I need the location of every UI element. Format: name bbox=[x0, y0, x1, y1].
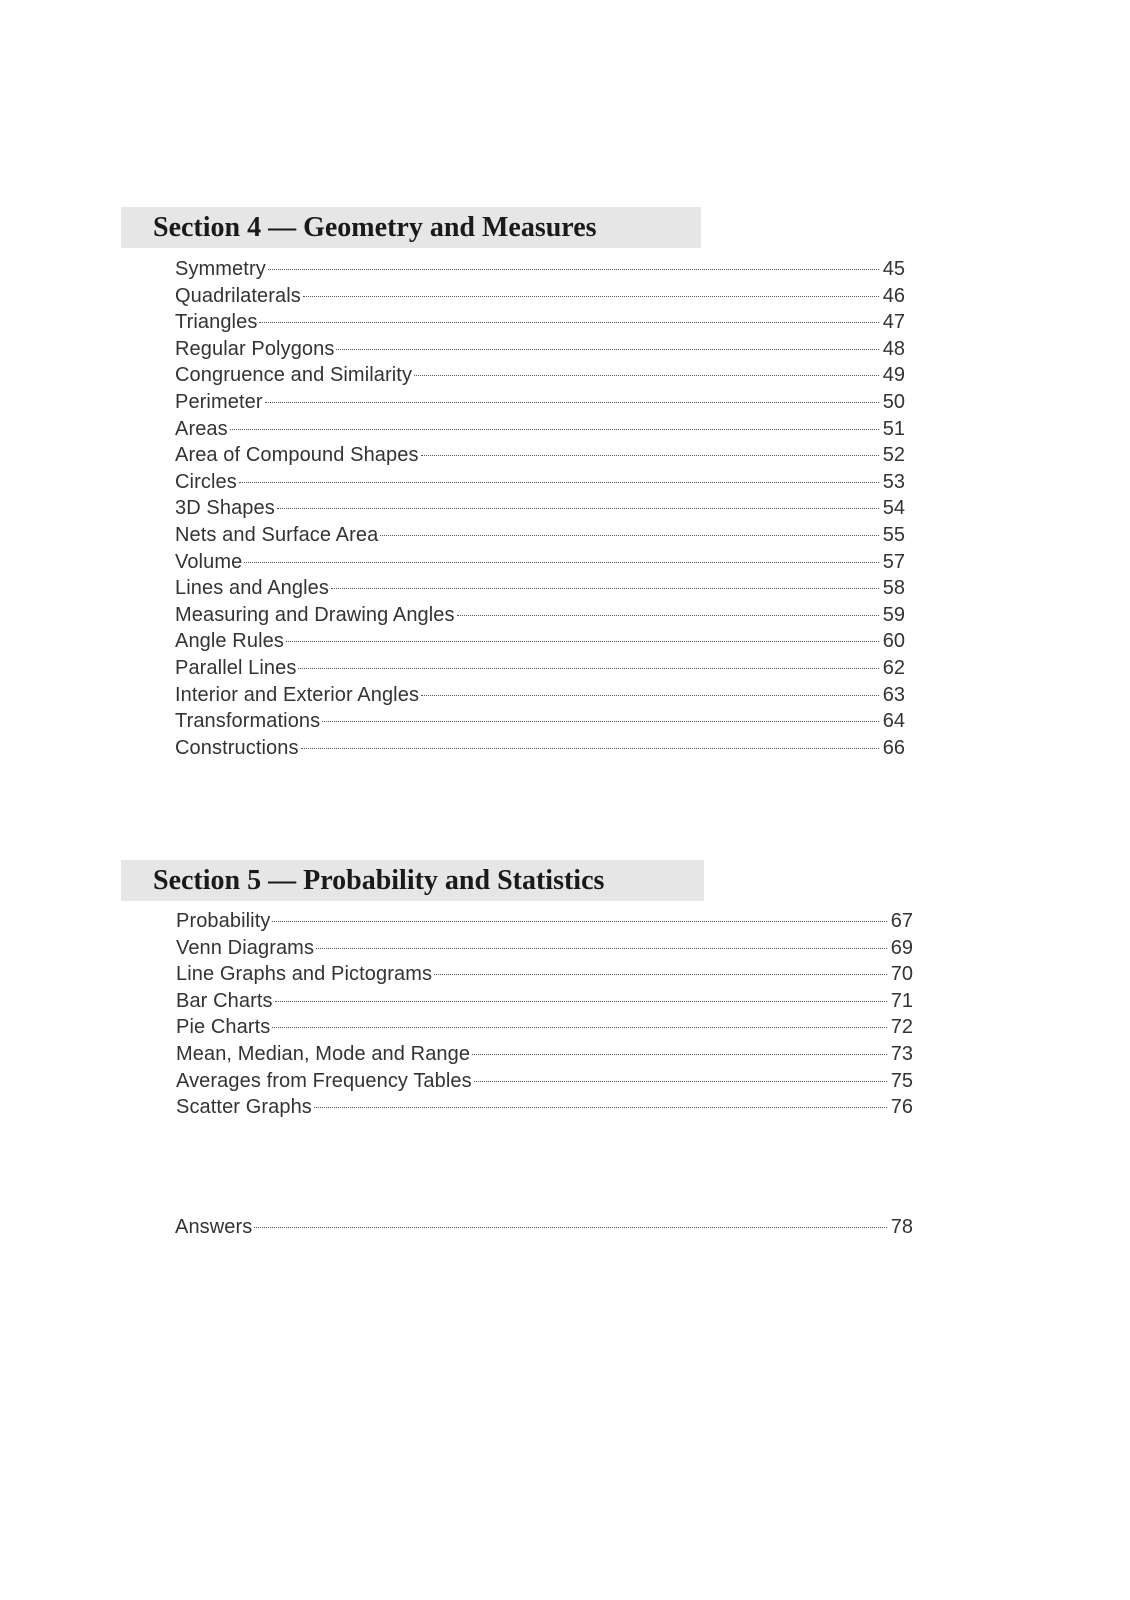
toc-entry-title: Bar Charts bbox=[176, 989, 273, 1012]
dot-leader bbox=[421, 695, 879, 696]
toc-entry[interactable] bbox=[176, 961, 913, 988]
toc-entry-page: 66 bbox=[882, 736, 905, 759]
toc-entry-title: Circles bbox=[175, 470, 237, 493]
toc-entry-title: Interior and Exterior Angles bbox=[175, 683, 420, 706]
toc-entry-page: 49 bbox=[882, 364, 905, 387]
toc-entry-title: Probability bbox=[176, 910, 271, 932]
toc-entry-page: 69 bbox=[890, 936, 913, 959]
dot-leader bbox=[230, 429, 879, 430]
toc-entry-page: 50 bbox=[882, 390, 905, 413]
toc-entry-title: Regular Polygons bbox=[175, 337, 335, 360]
toc-entry-page: 45 bbox=[882, 258, 905, 280]
toc-entry-title: Measuring and Drawing Angles bbox=[175, 603, 455, 626]
toc-entry-title: Perimeter bbox=[175, 390, 263, 413]
toc-entry-page: 70 bbox=[890, 963, 913, 986]
toc-entry-title: Averages from Frequency Tables bbox=[176, 1069, 472, 1092]
toc-entry[interactable] bbox=[175, 495, 905, 522]
toc-entry[interactable] bbox=[175, 628, 905, 655]
dot-leader bbox=[272, 1027, 887, 1028]
dot-leader bbox=[286, 641, 879, 642]
dot-leader bbox=[265, 402, 879, 403]
dot-leader bbox=[434, 974, 887, 975]
dot-leader bbox=[336, 349, 879, 350]
toc-entry-title: Symmetry bbox=[175, 258, 266, 280]
dot-leader bbox=[331, 588, 879, 589]
toc-entry-title: Area of Compound Shapes bbox=[175, 444, 419, 467]
dot-leader bbox=[244, 562, 879, 563]
toc-entry[interactable] bbox=[175, 549, 905, 576]
toc-entry[interactable] bbox=[175, 655, 905, 682]
toc-entry-page: 75 bbox=[890, 1069, 913, 1092]
toc-entry-title: Answers bbox=[175, 1216, 253, 1238]
toc-entry-title: Congruence and Similarity bbox=[175, 364, 413, 387]
toc-entry-page: 57 bbox=[882, 550, 905, 573]
dot-leader bbox=[314, 1107, 887, 1108]
toc-entry-page: 78 bbox=[890, 1216, 913, 1238]
toc-entry-answers[interactable] bbox=[175, 1214, 913, 1241]
toc-entry[interactable] bbox=[175, 708, 905, 735]
toc-entry-title: Quadrilaterals bbox=[175, 284, 301, 307]
dot-leader bbox=[277, 508, 879, 509]
toc-entry[interactable] bbox=[175, 362, 905, 389]
toc-entry-title: Line Graphs and Pictograms bbox=[176, 963, 433, 986]
toc-entry-page: 53 bbox=[882, 470, 905, 493]
toc-entry-page: 51 bbox=[882, 417, 905, 440]
toc-entry[interactable] bbox=[176, 988, 913, 1015]
toc-entry[interactable] bbox=[175, 735, 905, 762]
dot-leader bbox=[316, 948, 887, 949]
toc-entry-page: 59 bbox=[882, 603, 905, 626]
dot-leader bbox=[421, 455, 879, 456]
toc-entry[interactable] bbox=[175, 602, 905, 629]
toc-entry-page: 52 bbox=[882, 444, 905, 467]
dot-leader bbox=[457, 615, 879, 616]
toc-entry-page: 54 bbox=[882, 497, 905, 520]
dot-leader bbox=[268, 269, 879, 270]
dot-leader bbox=[275, 1001, 887, 1002]
toc-entry[interactable] bbox=[176, 1094, 913, 1121]
toc-entry[interactable] bbox=[176, 1041, 913, 1068]
toc-entry-page: 73 bbox=[890, 1042, 913, 1065]
toc-entry[interactable] bbox=[175, 442, 905, 469]
dot-leader bbox=[272, 921, 887, 922]
toc-entry-title: Scatter Graphs bbox=[176, 1096, 312, 1119]
toc-entry-page: 48 bbox=[882, 337, 905, 360]
toc-entry-page: 67 bbox=[890, 910, 913, 932]
toc-entry-page: 55 bbox=[882, 523, 905, 546]
toc-entry[interactable] bbox=[176, 1068, 913, 1095]
dot-leader bbox=[239, 482, 879, 483]
dot-leader bbox=[254, 1227, 887, 1228]
toc-entry-title: Pie Charts bbox=[176, 1016, 271, 1039]
toc-entry[interactable] bbox=[175, 416, 905, 443]
toc-entry[interactable] bbox=[175, 283, 905, 310]
toc-entry-title: 3D Shapes bbox=[175, 497, 275, 520]
toc-entry[interactable] bbox=[175, 309, 905, 336]
toc-entry-page: 64 bbox=[882, 710, 905, 733]
toc-entry-page: 47 bbox=[882, 311, 905, 334]
section-4-heading: Section 4 — Geometry and Measures bbox=[121, 207, 701, 248]
toc-entry[interactable] bbox=[175, 336, 905, 363]
toc-entry-title: Volume bbox=[175, 550, 243, 573]
toc-entry-title: Parallel Lines bbox=[175, 656, 297, 679]
toc-entry-title: Triangles bbox=[175, 311, 258, 334]
toc-entry-page: 71 bbox=[890, 989, 913, 1012]
toc-entry-title: Areas bbox=[175, 417, 228, 440]
toc-entry-title: Angle Rules bbox=[175, 630, 284, 653]
toc-entry-page: 63 bbox=[882, 683, 905, 706]
section-4-toc bbox=[175, 256, 905, 761]
dot-leader bbox=[298, 668, 879, 669]
toc-entry-page: 58 bbox=[882, 577, 905, 600]
toc-entry[interactable] bbox=[176, 935, 913, 962]
toc-entry[interactable] bbox=[176, 908, 913, 935]
toc-entry-page: 60 bbox=[882, 630, 905, 653]
section-5-toc bbox=[176, 908, 913, 1121]
dot-leader bbox=[259, 322, 879, 323]
toc-entry-title: Transformations bbox=[175, 710, 321, 733]
toc-entry-page: 46 bbox=[882, 284, 905, 307]
toc-entry-title: Constructions bbox=[175, 736, 299, 759]
toc-entry-title: Lines and Angles bbox=[175, 577, 329, 600]
toc-entry[interactable] bbox=[175, 575, 905, 602]
section-5-heading: Section 5 — Probability and Statistics bbox=[121, 860, 704, 901]
dot-leader bbox=[303, 296, 879, 297]
toc-entry[interactable] bbox=[175, 522, 905, 549]
dot-leader bbox=[322, 721, 879, 722]
toc-entry-page: 62 bbox=[882, 656, 905, 679]
dot-leader bbox=[472, 1054, 887, 1055]
dot-leader bbox=[380, 535, 879, 536]
toc-entry[interactable] bbox=[176, 1014, 913, 1041]
answers-toc bbox=[175, 1214, 913, 1241]
toc-entry[interactable] bbox=[175, 469, 905, 496]
toc-entry[interactable] bbox=[175, 682, 905, 709]
toc-entry[interactable] bbox=[175, 389, 905, 416]
toc-entry-page: 76 bbox=[890, 1096, 913, 1119]
dot-leader bbox=[301, 748, 879, 749]
toc-entry[interactable] bbox=[175, 256, 905, 283]
dot-leader bbox=[414, 375, 879, 376]
dot-leader bbox=[474, 1081, 887, 1082]
toc-entry-title: Venn Diagrams bbox=[176, 936, 315, 959]
toc-entry-title: Mean, Median, Mode and Range bbox=[176, 1042, 471, 1065]
toc-entry-page: 72 bbox=[890, 1016, 913, 1039]
toc-entry-title: Nets and Surface Area bbox=[175, 523, 379, 546]
